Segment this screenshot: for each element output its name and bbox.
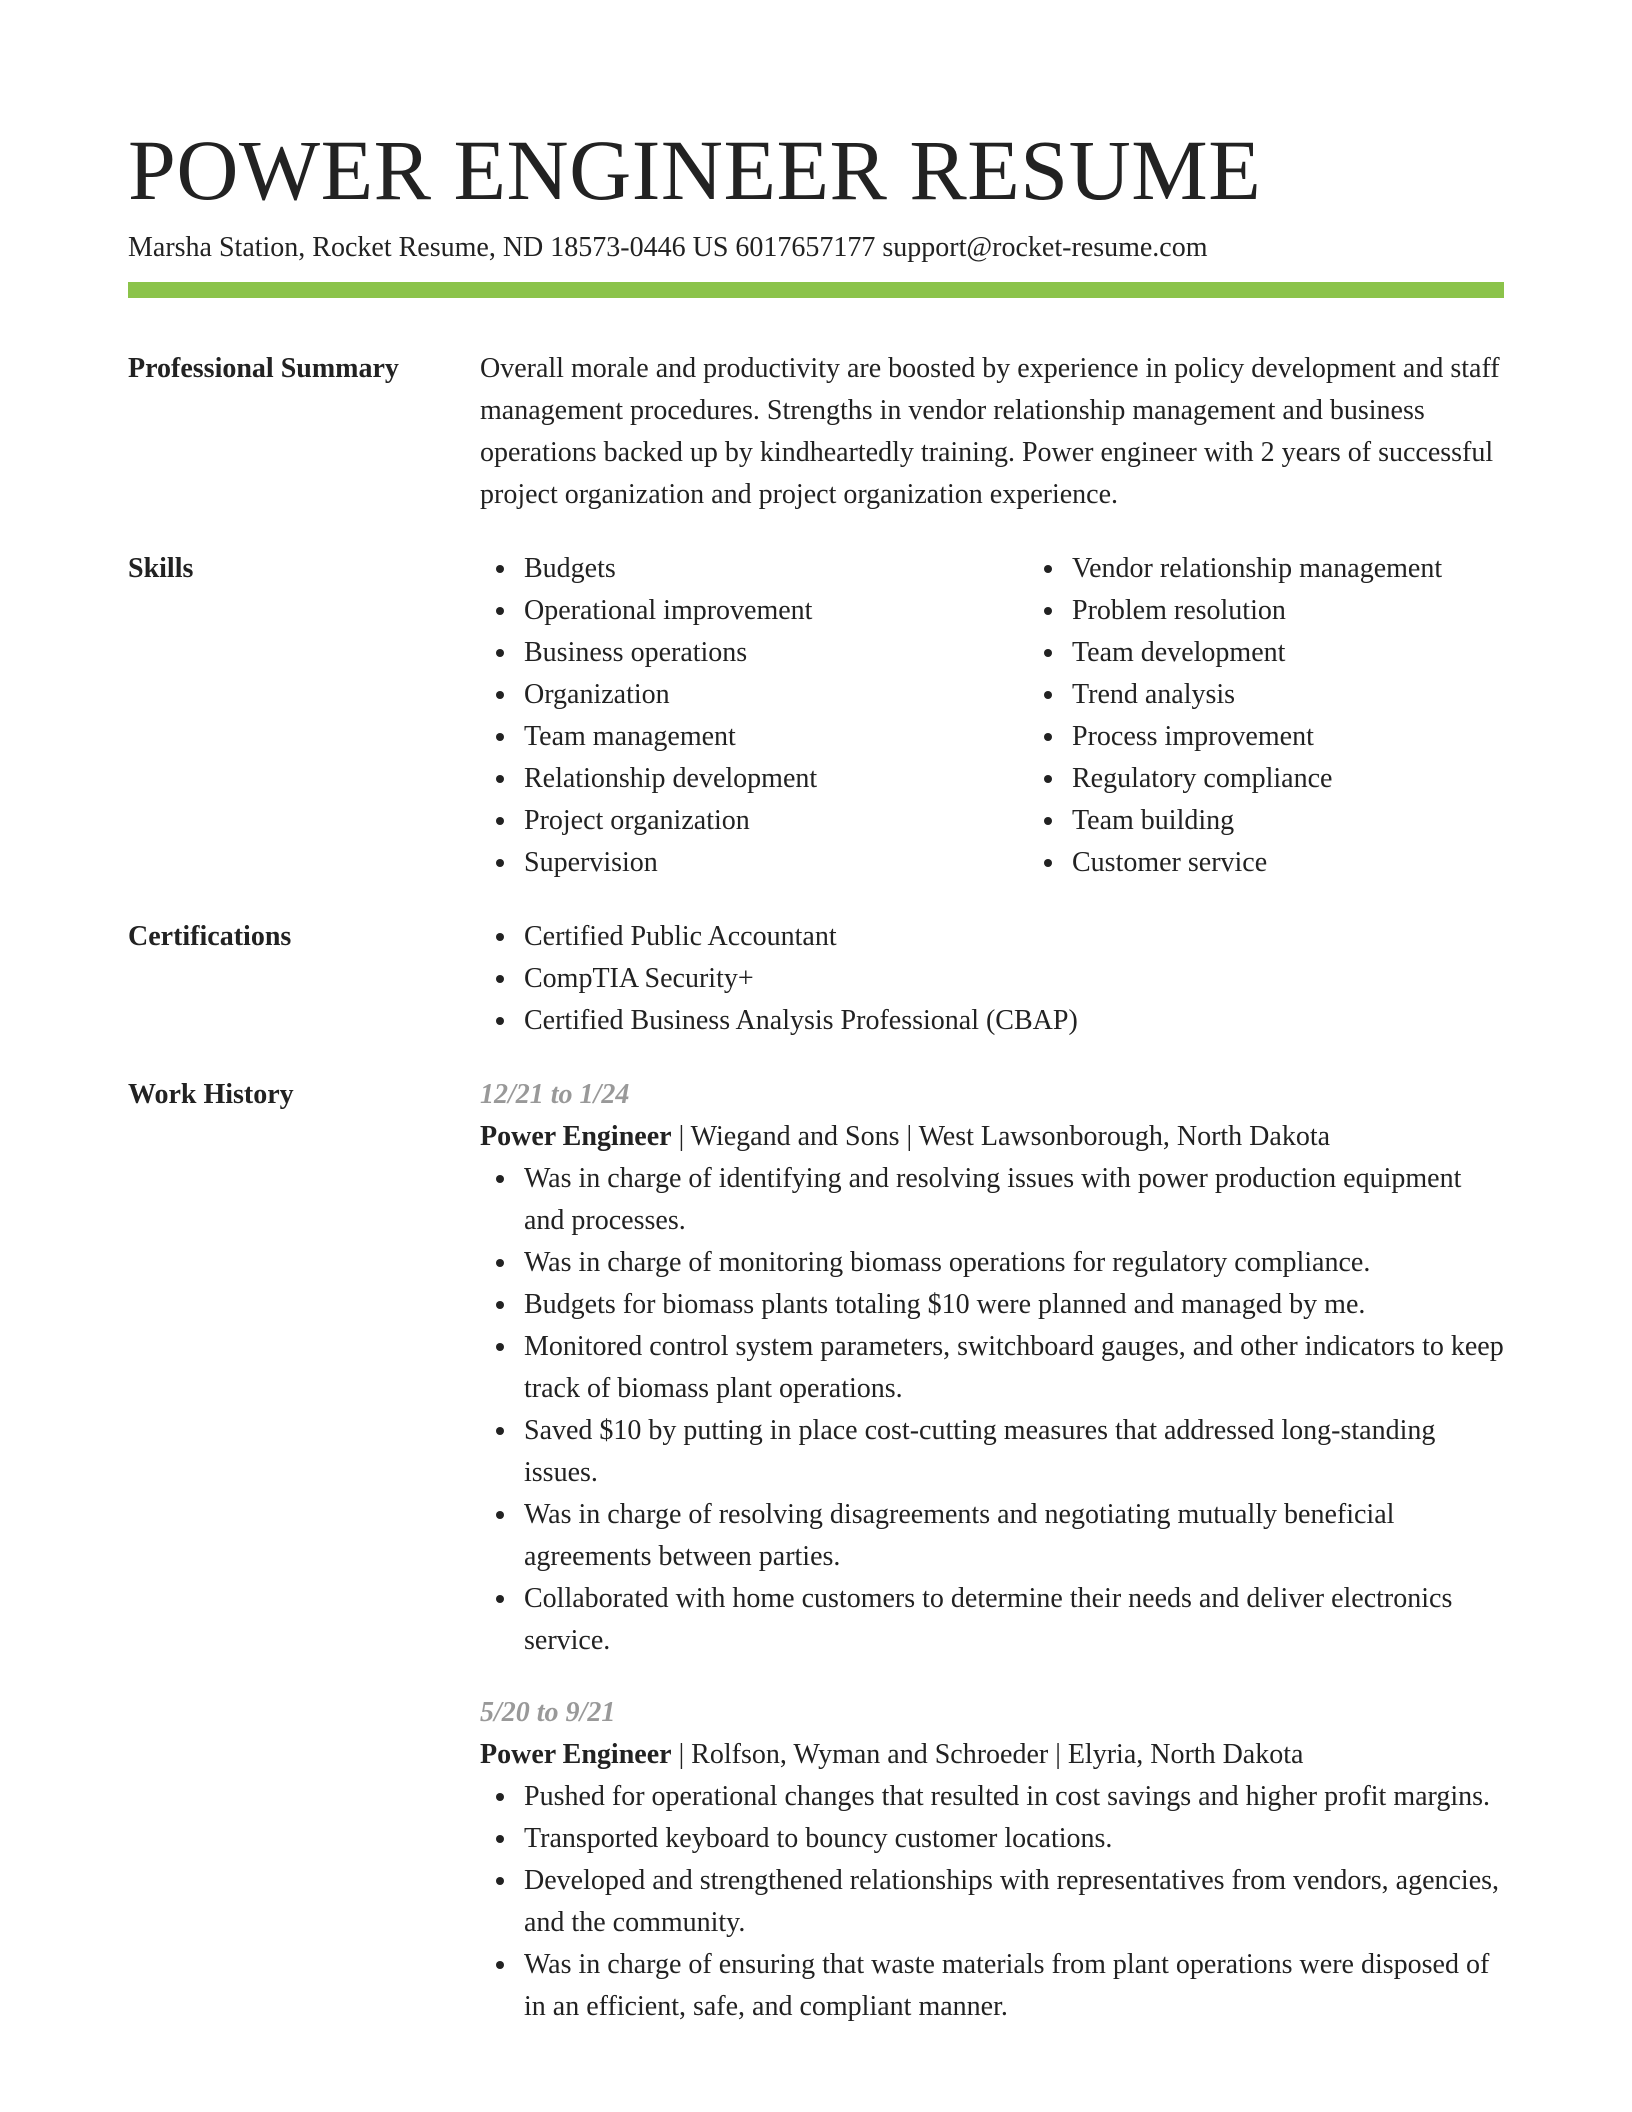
skill-item: Regulatory compliance [1072, 758, 1576, 800]
job-duty-item: Collaborated with home customers to determine their needs and deliver electronics service. [524, 1578, 1504, 1662]
certification-item: Certified Business Analysis Professional (CBAP) [524, 1000, 1504, 1042]
job-duty-item: Budgets for biomass plants totaling $10 were planned and managed by me. [524, 1284, 1504, 1326]
skill-item: Team building [1072, 800, 1576, 842]
certification-item: Certified Public Accountant [524, 916, 1504, 958]
job-employer-location: | Wiegand and Sons | West Lawsonborough, North Dakota [671, 1121, 1331, 1152]
job-entry [480, 1692, 1504, 2028]
skill-item: Budgets [524, 548, 1028, 590]
resume-page [128, 0, 1504, 2028]
job-dates: 12/21 to 1/24 [480, 1079, 630, 1110]
summary-text: Overall morale and productivity are boosted by experience in policy development and staff management procedures. Strengths in vendor relationship management and business operations backed up by kindheartedly training. Power engineer with 2 years of successful project organization and project organization experience. [480, 353, 1500, 510]
job-heading [480, 1734, 1504, 1776]
section-label-summary: Professional Summary [128, 353, 399, 384]
skill-item: Relationship development [524, 758, 1028, 800]
skill-item: Organization [524, 674, 1028, 716]
section-label-work-history: Work History [128, 1079, 294, 1110]
certifications-body [480, 916, 1504, 1042]
job-duty-item: Was in charge of ensuring that waste materials from plant operations were disposed of in an efficient, safe, and compliant manner. [524, 1944, 1504, 2028]
skills-column-left [480, 548, 1028, 884]
skills-section [128, 548, 1504, 884]
job-duty-item: Pushed for operational changes that resulted in cost savings and higher profit margins. [524, 1776, 1504, 1818]
skill-item: Trend analysis [1072, 674, 1576, 716]
certification-item: CompTIA Security+ [524, 958, 1504, 1000]
skill-item: Team development [1072, 632, 1576, 674]
job-title: Power Engineer [480, 1739, 672, 1770]
certifications-section [128, 916, 1504, 1042]
job-duty-item: Was in charge of resolving disagreements and negotiating mutually beneficial agreements between parties. [524, 1494, 1504, 1578]
section-label-skills: Skills [128, 553, 194, 584]
job-dates: 5/20 to 9/21 [480, 1697, 616, 1728]
certifications-list [480, 916, 1504, 1042]
job-heading [480, 1116, 1504, 1158]
job-duties-list [480, 1776, 1504, 2028]
job-title: Power Engineer [480, 1121, 672, 1152]
contact-info: Marsha Station, Rocket Resume, ND 18573-0446 US 6017657177 support@rocket-resume.com [128, 232, 1208, 263]
skill-item: Vendor relationship management [1072, 548, 1576, 590]
summary-section [128, 348, 1504, 516]
skills-grid [480, 548, 1576, 884]
job-duty-item: Monitored control system parameters, switchboard gauges, and other indicators to keep track of biomass plant operations. [524, 1326, 1504, 1410]
skill-item: Team management [524, 716, 1028, 758]
skill-item: Business operations [524, 632, 1028, 674]
job-duty-item: Transported keyboard to bouncy customer locations. [524, 1818, 1504, 1860]
job-duty-item: Was in charge of monitoring biomass operations for regulatory compliance. [524, 1242, 1504, 1284]
resume-title: POWER ENGINEER RESUME [128, 122, 1262, 218]
skill-item: Project organization [524, 800, 1028, 842]
skill-item: Problem resolution [1072, 590, 1576, 632]
job-duty-item: Was in charge of identifying and resolving issues with power production equipment and processes. [524, 1158, 1504, 1242]
skills-column-right [1028, 548, 1576, 884]
job-duties-list [480, 1158, 1504, 1662]
skill-item: Customer service [1072, 842, 1576, 884]
section-label-certifications: Certifications [128, 921, 292, 952]
skill-item: Supervision [524, 842, 1028, 884]
skill-item: Process improvement [1072, 716, 1576, 758]
job-entry [480, 1074, 1504, 1662]
job-employer-location: | Rolfson, Wyman and Schroeder | Elyria, North Dakota [671, 1739, 1304, 1770]
job-duty-item: Developed and strengthened relationships with representatives from vendors, agencies, and the community. [524, 1860, 1504, 1944]
skill-item: Operational improvement [524, 590, 1028, 632]
accent-divider [128, 282, 1504, 298]
job-duty-item: Saved $10 by putting in place cost-cutting measures that addressed long-standing issues. [524, 1410, 1504, 1494]
work-history-section [128, 1074, 1504, 2028]
work-history-body [480, 1074, 1504, 2028]
